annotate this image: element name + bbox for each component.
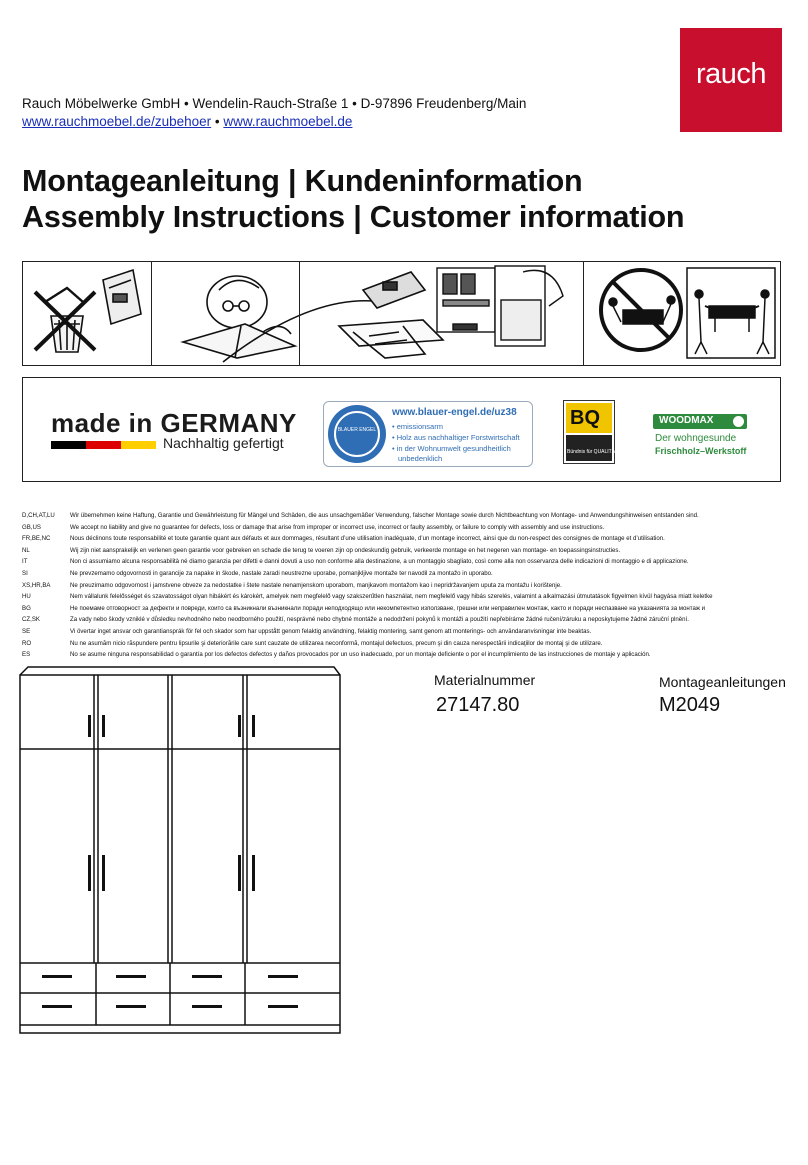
material-number-label: Materialnummer <box>434 672 536 688</box>
bq-quality-badge <box>563 400 619 464</box>
disclaimer-country-code: SE <box>22 627 31 635</box>
disclaimer-row <box>22 649 792 661</box>
disclaimer-row <box>22 580 792 592</box>
disclaimer-text: Vi övertar inget ansvar och garantiansprák för fel och skador som har uppstått genom felaktig användning, felaktig montering, samt genom att monterings- och användaranvisningar inte beaktas. <box>70 627 592 635</box>
bq-bottom <box>566 435 612 461</box>
logo-text: rauch <box>695 58 767 90</box>
woodmax-dot-icon <box>733 416 744 427</box>
instruction-pictogram-strip <box>22 261 781 366</box>
disclaimer-row <box>22 626 792 638</box>
blauer-engel-badge-text: BLAUER ENGEL <box>337 427 377 433</box>
manual-number-label: Montageanleitungen <box>659 674 786 690</box>
disclaimer-country-code: FR,BE,NC <box>22 535 51 543</box>
blauer-engel-item: unbedenklich <box>398 454 443 463</box>
disclaimer-country-code: HU <box>22 593 31 601</box>
disclaimer-text: Nous déclinons toute responsabilité et toute garantie quant aux défauts et aux dommages, résultant d’une utilisation inadéquate, d’un montage incorrect, ainsi que du non-respect des consignes de montage et d’utilisation. <box>70 535 665 543</box>
disclaimer-row <box>22 638 792 650</box>
disclaimer-country-code: IT <box>22 558 28 566</box>
strip-divider <box>151 262 152 365</box>
disclaimer-country-code: XS,HR,BA <box>22 581 51 589</box>
woodmax-name: WOODMAX <box>659 415 714 426</box>
wardrobe-outline <box>20 667 340 1033</box>
disclaimer-text: Ne prevzemamo odgovornosti in garancije za napake in škode, nastale zaradi neustrezne uporabe, pomanjkljive montaže ter navodil za montažo in uporabo. <box>70 569 493 577</box>
strip-divider <box>299 262 300 365</box>
flag-black <box>51 441 86 449</box>
bq-text: Bündnis für QUALITÄT <box>567 449 619 455</box>
disclaimer-text: Nem vállalunk felelősséget és szavatosságot olyan hibákért és károkért, amelyek nem megfelelő vagy szakszerűtlen használat, nem megfelelő vagy hibás szerelés, valamint a alkalmazási útmutatások figyelmen kívül hagyása miatt keletke <box>70 593 713 601</box>
flag-gold <box>121 441 156 449</box>
blauer-engel-item: • Holz aus nachhaltiger Forstwirtschaft <box>392 433 520 442</box>
company-address: Rauch Möbelwerke GmbH • Wendelin-Rauch-Straße 1 • D-97896 Freudenberg/Main <box>22 96 527 111</box>
disclaimer-text: Не поемаме отговорност за дефекти и повреди, които са възникнали възникнали поради неподходящо или некомпетентно използване, грешни или неправилен монтаж, както и поради неспазване на указанията за монтаж и <box>70 604 706 612</box>
blauer-engel-url: www.blauer-engel.de/uz38 <box>392 407 517 418</box>
strip-divider <box>583 262 584 365</box>
blauer-engel-item: • emissionsarm <box>392 422 443 431</box>
file-instructions-icon <box>339 272 443 358</box>
storage-folder-icon <box>437 266 563 346</box>
disclaimer-row <box>22 603 792 615</box>
blauer-engel-icon <box>328 405 386 463</box>
liability-disclaimers <box>22 510 792 661</box>
disclaimer-row <box>22 533 792 545</box>
blauer-engel-ring <box>334 411 380 457</box>
disclaimer-country-code: GB,US <box>22 523 41 531</box>
rauch-logo <box>680 28 782 132</box>
disclaimer-text: Wir übernehmen keine Haftung, Garantie und Gewährleistung für Mängel und Schäden, die aus unsachgemäßer Verwendung, falscher Montage sowie durch Nichtbeachtung von Montage- und Anwendungshinweisen entstanden sind. <box>70 512 699 519</box>
disclaimer-text: We accept no liability and give no guarantee for defects, loss or damage that arise from improper or incorrect use, incorrect or faulty assembly, or failure to comply with assembly and use instructions. <box>70 523 605 531</box>
link-separator: • <box>211 114 224 129</box>
disclaimer-country-code: CZ,SK <box>22 616 40 624</box>
made-in-germany-text: made in GERMANY <box>51 408 297 438</box>
bq-letters: BQ <box>570 407 600 429</box>
disclaimer-text: No se asume ninguna responsabilidad o garantía por los defectos defectos y daños provocados por un uso inadecuado, por un montaje deficiente o por el incumplimiento de las instrucciones de montaje y aplicación. <box>70 651 651 659</box>
manual-number-value: M2049 <box>659 694 721 716</box>
disclaimer-country-code: NL <box>22 546 30 554</box>
disclaimer-row <box>22 545 792 557</box>
disclaimer-country-code: BG <box>22 604 31 612</box>
woodmax-tagline-2: Frischholz–Werkstoff <box>655 446 747 456</box>
german-flag-stripe <box>51 441 156 449</box>
disclaimer-country-code: SI <box>22 569 28 577</box>
disclaimer-text: Wij zijn niet aansprakelijk en verlenen geen garantie voor gebreken en schade die terug te voeren zijn op ondeskundig gebruik, verkeerde montage en het negeren van montage- en toepassingsinstructies. <box>70 546 621 554</box>
flag-red <box>86 441 121 449</box>
disclaimer-row <box>22 591 792 603</box>
blauer-engel-item: • in der Wohnumwelt gesundheitlich <box>392 444 511 453</box>
certification-box <box>22 377 781 482</box>
header-links <box>22 114 352 129</box>
woodmax-tagline: Der wohngesunde <box>655 433 737 444</box>
blauer-engel-badge <box>323 401 533 467</box>
disclaimer-row <box>22 522 792 534</box>
disclaimer-country-code: D,CH,AT,LU <box>22 512 55 519</box>
disclaimer-country-code: RO <box>22 639 32 647</box>
page-title-de: Montageanleitung | Kundeninformation <box>22 164 583 198</box>
link-zubehoer[interactable]: www.rauchmoebel.de/zubehoer <box>22 114 212 129</box>
disclaimer-country-code: ES <box>22 651 31 659</box>
read-instructions-icon <box>183 276 295 358</box>
wardrobe-illustration <box>18 665 348 1045</box>
link-homepage[interactable]: www.rauchmoebel.de <box>223 114 353 129</box>
disclaimer-row <box>22 614 792 626</box>
disclaimer-text: Nu ne asumăm nicio răspundere pentru lipsurile şi deteriorările care sunt cauzate de utilizarea neconformă, montajul defectuos, precum şi din cauza nerespectării indicaţiilor de montaj şi de utilizare. <box>70 639 603 647</box>
disclaimer-row <box>22 556 792 568</box>
woodmax-logo <box>653 414 747 429</box>
material-number-value: 27147.80 <box>436 694 520 716</box>
disclaimer-row <box>22 510 792 522</box>
disclaimer-row <box>22 568 792 580</box>
sustainably-made-text: Nachhaltig gefertigt <box>163 435 284 451</box>
disclaimer-text: Ne preuzimamo odgovornost i jamstvene obveze za nedostatke i štete nastale nenamjenskom uporabom, manjkavom montažom kao i nepridržavanjem uputa za montažu i korištenje. <box>70 581 562 589</box>
disclaimer-text: Za vady nebo škody vzniklé v důsledku nevhodného nebo neodborného použití, nesprávné nebo chybné montáže a nedodržení pokynů k montáži a použití nepřebíráme žádné ručení/záruku a neposkytujeme žádné záruční plnění. <box>70 616 689 624</box>
pictogram-art <box>23 262 780 365</box>
page-title-en: Assembly Instructions | Customer information <box>22 200 685 234</box>
do-not-discard-instructions-icon <box>35 270 141 352</box>
disclaimer-text: Non ci assumiamo alcuna responsabilità né diamo garanzia per difetti e danni dovuti a uso non conforme alla destinazione, a un montaggio sbagliato, così come alla non osservanza delle indicazioni di montaggio e di applicazione. <box>70 558 689 566</box>
lift-furniture-icon <box>687 268 775 358</box>
do-not-drag-furniture-icon <box>601 270 681 350</box>
